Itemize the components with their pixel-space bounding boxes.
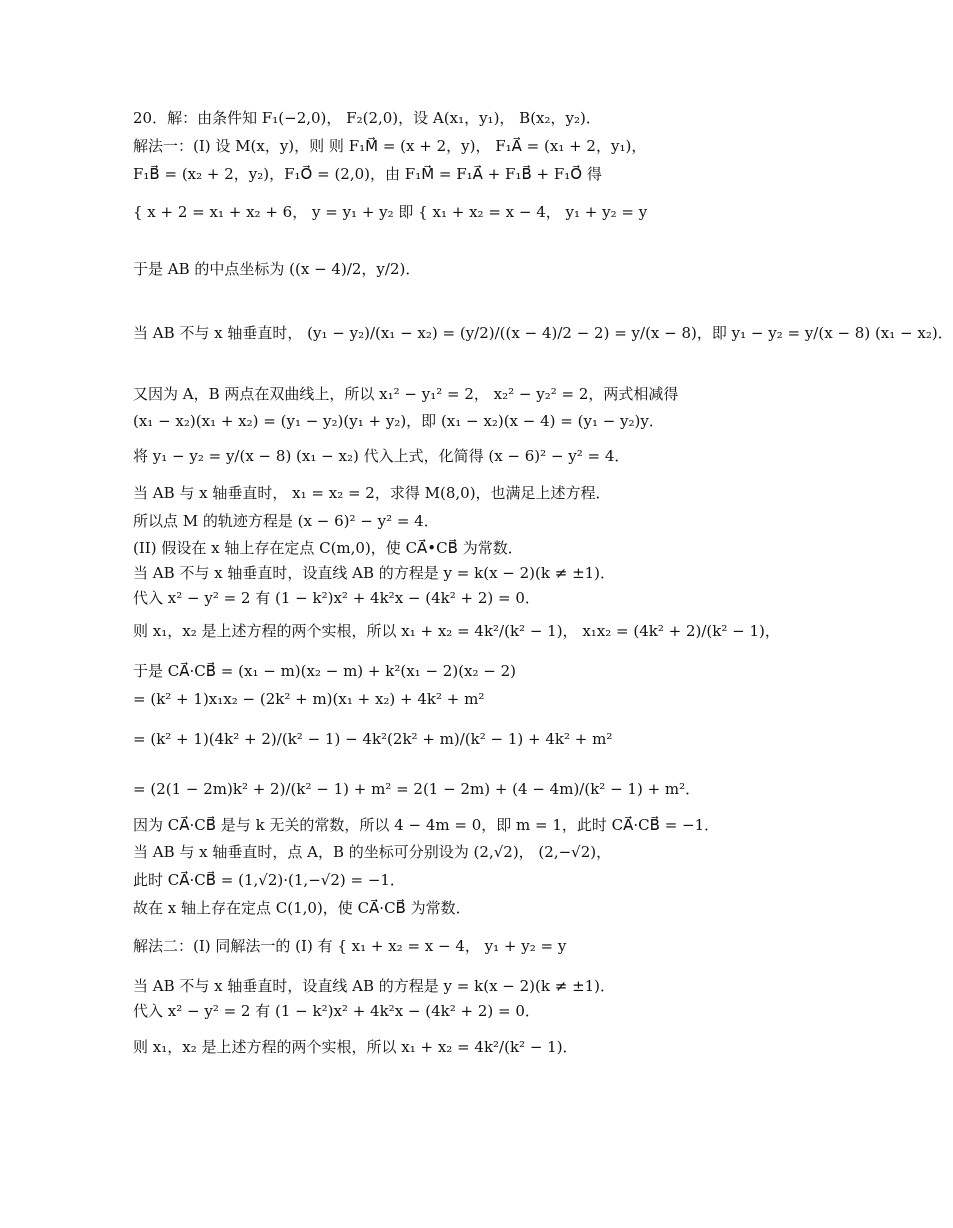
text-line: 此时 CA⃗·CB⃗ = (1,√2)·(1,−√2) = −1． (133, 871, 405, 889)
text-line: 又因为 A，B 两点在双曲线上，所以 x₁² − y₁² = 2， x₂² − y₂² = 2，两式相减得 (133, 385, 679, 403)
text-line: (II) 假设在 x 轴上存在定点 C(m,0)，使 CA⃗•CB⃗ 为常数． (133, 539, 523, 557)
text-line: 所以点 M 的轨迹方程是 (x − 6)² − y² = 4． (133, 512, 439, 530)
text-line: 当 AB 不与 x 轴垂直时， (y₁ − y₂)/(x₁ − x₂) = (y/2)/((x − 4)/2 − 2) = y/(x − 8)，即 y₁ − y₂ = y/(x − 8) (x₁ − x₂)． (133, 324, 953, 342)
text-line: 解法一：(I) 设 M(x，y)，则 则 F₁M⃗ = (x + 2，y)， F₁A⃗ = (x₁ + 2，y₁)， (133, 137, 647, 155)
text-line: 于是 CA⃗·CB⃗ = (x₁ − m)(x₂ − m) + k²(x₁ − 2)(x₂ − 2) (133, 662, 517, 680)
text-line: 则 x₁，x₂ 是上述方程的两个实根，所以 x₁ + x₂ = 4k²/(k² − 1)． (133, 1038, 578, 1056)
text-line: 将 y₁ − y₂ = y/(x − 8) (x₁ − x₂) 代入上式，化简得 (x − 6)² − y² = 4． (133, 447, 630, 465)
text-line: 20．解：由条件知 F₁(−2,0)， F₂(2,0)，设 A(x₁，y₁)， B(x₂，y₂)． (133, 109, 601, 127)
text-line: 当 AB 不与 x 轴垂直时，设直线 AB 的方程是 y = k(x − 2)(k ≠ ±1)． (133, 564, 616, 582)
text-line: 代入 x² − y² = 2 有 (1 − k²)x² + 4k²x − (4k² + 2) = 0． (133, 589, 540, 607)
text-line: = (2(1 − 2m)k² + 2)/(k² − 1) + m² = 2(1 − 2m) + (4 − 4m)/(k² − 1) + m²． (133, 780, 701, 798)
text-line: 解法二：(I) 同解法一的 (I) 有 { x₁ + x₂ = x − 4， y₁ + y₂ = y (133, 937, 567, 955)
text-line: F₁B⃗ = (x₂ + 2，y₂)，F₁O⃗ = (2,0)，由 F₁M⃗ = F₁A⃗ + F₁B⃗ + F₁O⃗ 得 (133, 165, 602, 183)
text-line: 当 AB 与 x 轴垂直时， x₁ = x₂ = 2，求得 M(8,0)，也满足上述方程． (133, 484, 611, 502)
text-line: 代入 x² − y² = 2 有 (1 − k²)x² + 4k²x − (4k² + 2) = 0． (133, 1002, 540, 1020)
text-line: 当 AB 与 x 轴垂直时，点 A，B 的坐标可分别设为 (2,√2)， (2,−√2)， (133, 843, 612, 861)
text-line: 于是 AB 的中点坐标为 ((x − 4)/2，y/2)． (133, 260, 421, 278)
text-line: (x₁ − x₂)(x₁ + x₂) = (y₁ − y₂)(y₁ + y₂)，即 (x₁ − x₂)(x − 4) = (y₁ − y₂)y． (133, 412, 664, 430)
text-line: = (k² + 1)(4k² + 2)/(k² − 1) − 4k²(2k² + m)/(k² − 1) + 4k² + m² (133, 730, 613, 748)
text-line: = (k² + 1)x₁x₂ − (2k² + m)(x₁ + x₂) + 4k² + m² (133, 690, 485, 708)
text-line: 则 x₁，x₂ 是上述方程的两个实根，所以 x₁ + x₂ = 4k²/(k² − 1)， x₁x₂ = (4k² + 2)/(k² − 1)， (133, 622, 780, 640)
text-line: 故在 x 轴上存在定点 C(1,0)，使 CA⃗·CB⃗ 为常数． (133, 899, 471, 917)
text-line: { x + 2 = x₁ + x₂ + 6， y = y₁ + y₂ 即 { x₁ + x₂ = x − 4， y₁ + y₂ = y (133, 203, 648, 221)
text-line: 因为 CA⃗·CB⃗ 是与 k 无关的常数，所以 4 − 4m = 0，即 m = 1，此时 CA⃗·CB⃗ = −1． (133, 816, 720, 834)
text-line: 当 AB 不与 x 轴垂直时，设直线 AB 的方程是 y = k(x − 2)(k ≠ ±1)． (133, 977, 616, 995)
